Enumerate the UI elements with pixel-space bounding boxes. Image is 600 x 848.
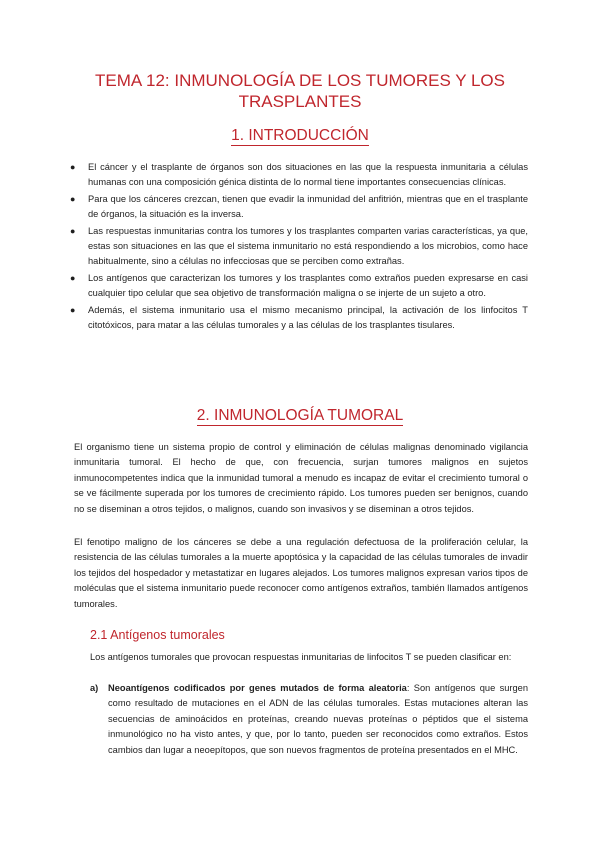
bullet-icon: ● bbox=[70, 225, 76, 236]
paragraph-vigilancia: El organismo tiene un sistema propio de control y eliminación de células malignas denominado vigilancia inmunitaria tumoral. El hecho de que, con frecuencia, surjan tumores malignos en sujetos inmunocompetentes indica que la inmunidad tumoral a menudo es incapaz de evitar el crecimiento tumoral o se ve fácilmente superada por los tumores de crecimiento rápido. Los tumores pueden ser benignos, cuando no se diseminan a otros tejidos, o malignos, cuando son invasivos y se diseminan a otros tejidos. bbox=[74, 442, 528, 514]
section-heading-introduccion bbox=[0, 127, 600, 145]
bullet-text: Los antígenos que caracterizan los tumores y los trasplantes como extraños pueden expresarse en casi cualquier tipo celular que sea objetivo de transformación maligna o se injerte de un sujeto a otro. bbox=[88, 272, 528, 299]
list-item-bold-term: Neoantígenos codificados por genes mutados de forma aleatoria bbox=[108, 683, 407, 693]
list-item bbox=[70, 271, 528, 302]
bullet-text: El cáncer y el trasplante de órganos son dos situaciones en las que la respuesta inmunitaria a células humanas con una composición génica distinta de lo normal tiene importantes consecuencias clínicas. bbox=[88, 162, 528, 188]
bullet-text: Las respuestas inmunitarias contra los tumores y los trasplantes comparten varias características, ya que, estas son situaciones en las que el sistema inmunitario no está respondiendo a los microbios, como hace habitualmente, sino a células no infecciosas que se perciben como extrañas. bbox=[88, 225, 528, 267]
list-marker: a) bbox=[90, 683, 99, 693]
list-item bbox=[70, 303, 528, 334]
list-item bbox=[70, 160, 528, 191]
section-heading-text: 2. INMUNOLOGÍA TUMORAL bbox=[196, 407, 404, 424]
list-item bbox=[70, 224, 528, 270]
document-title: TEMA 12: INMUNOLOGÍA DE LOS TUMORES Y LOS TRASPLANTES bbox=[94, 71, 505, 111]
bullet-text: Para que los cánceres crezcan, tienen que evadir la inmunidad del anfitrión, mientras que en el trasplante de órganos, la situación es la inversa. bbox=[88, 193, 528, 220]
subsection-heading-antigenos: 2.1 Antígenos tumorales bbox=[90, 628, 225, 642]
bullet-text: Además, el sistema inmunitario usa el mismo mecanismo principal, la activación de los linfocitos T citotóxicos, para matar a las células tumorales y a las células de los trasplantes tisulares. bbox=[88, 304, 528, 331]
bullet-icon: ● bbox=[70, 162, 76, 172]
section-heading-text: 1. INTRODUCCIÓN bbox=[231, 127, 369, 144]
paragraph-fenotipo: El fenotipo maligno de los cánceres se debe a una regulación defectuosa de la proliferación celular, la resistencia de las células tumorales a la muerte apoptósica y la capacidad de las células tumorales de invadir los tejidos del hospedador y metastatizar en lugares alejados. Los tumores malignos expresan varios tipos de moléculas que el sistema inmunitario puede reconocer como antígenos extraños, también llamados antígenos tumorales. bbox=[74, 537, 528, 609]
list-item-text: : Son antígenos que surgen como resultado de mutaciones en el ADN de las células tumorales. Estas mutaciones alteran las secuencias de aminoácidos en proteínas, creando nuevas proteínas o péptidos que el sistema inmunológico no ha visto antes, y que, por lo tanto, pueden ser reconocidos como extraños. Estos cambios dan lugar a neoepítopos, que son nuevos fragmentos de proteína presentados en el MHC. bbox=[108, 683, 529, 755]
bullet-icon: ● bbox=[70, 304, 76, 315]
bullet-icon: ● bbox=[70, 272, 76, 283]
section-heading-inmunologia-tumoral bbox=[0, 407, 600, 425]
list-item-neoantigenos bbox=[90, 681, 529, 758]
introduction-bullet-list bbox=[70, 160, 528, 334]
bullet-icon: ● bbox=[70, 193, 76, 204]
paragraph-clasificacion: Los antígenos tumorales que provocan respuestas inmunitarias de linfocitos T se pueden clasificar en: bbox=[90, 652, 512, 662]
list-item bbox=[70, 192, 528, 223]
